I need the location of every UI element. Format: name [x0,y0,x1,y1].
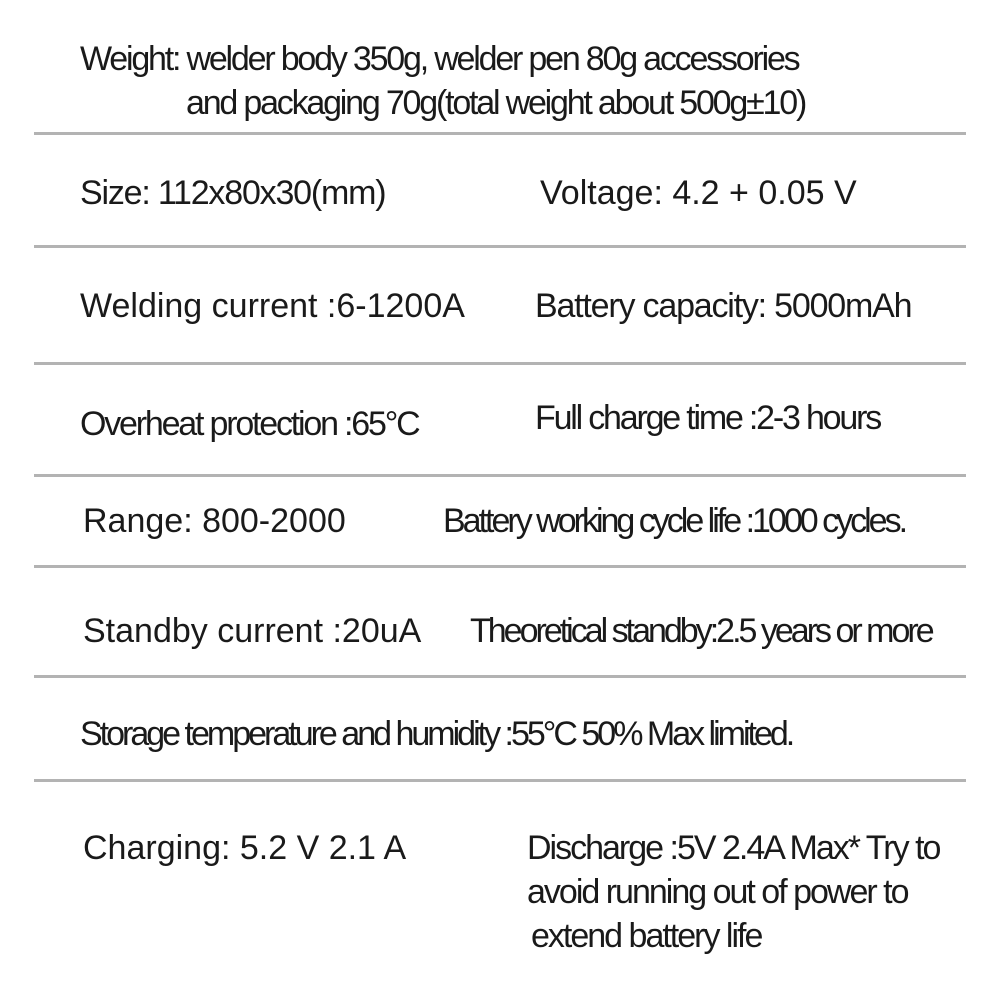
divider-5 [34,565,966,568]
divider-1 [34,132,966,135]
welding-current-spec: Welding current :6-1200A [80,287,465,325]
size-spec: Size: 112x80x30(mm) [80,174,386,212]
divider-6 [34,675,966,678]
discharge-line-3: extend battery life [531,917,762,955]
standby-current-spec: Standby current :20uA [83,612,422,650]
overheat-protection-spec: Overheat protection :65°C [80,405,419,443]
storage-spec: Storage temperature and humidity :55°C 50% Max limited. [80,715,793,753]
charging-spec: Charging: 5.2 V 2.1 A [83,829,407,867]
weight-line-2: and packaging 70g(total weight about 500g±10) [186,84,806,122]
battery-capacity-spec: Battery capacity: 5000mAh [535,287,912,325]
divider-3 [34,362,966,365]
voltage-spec: Voltage: 4.2 + 0.05 V [540,174,857,212]
range-spec: Range: 800-2000 [83,502,346,540]
divider-2 [34,245,966,248]
divider-7 [34,779,966,782]
theoretical-standby-spec: Theoretical standby:2.5 years or more [470,612,932,650]
discharge-line-1: Discharge :5V 2.4A Max* Try to [527,829,940,867]
cycle-life-spec: Battery working cycle life :1000 cycles. [443,502,906,540]
divider-4 [34,474,966,477]
weight-line-1: Weight: welder body 350g, welder pen 80g accessories [80,40,799,78]
full-charge-time-spec: Full charge time :2-3 hours [535,399,880,437]
discharge-spec [527,826,939,958]
discharge-line-2: avoid running out of power to [527,873,908,911]
